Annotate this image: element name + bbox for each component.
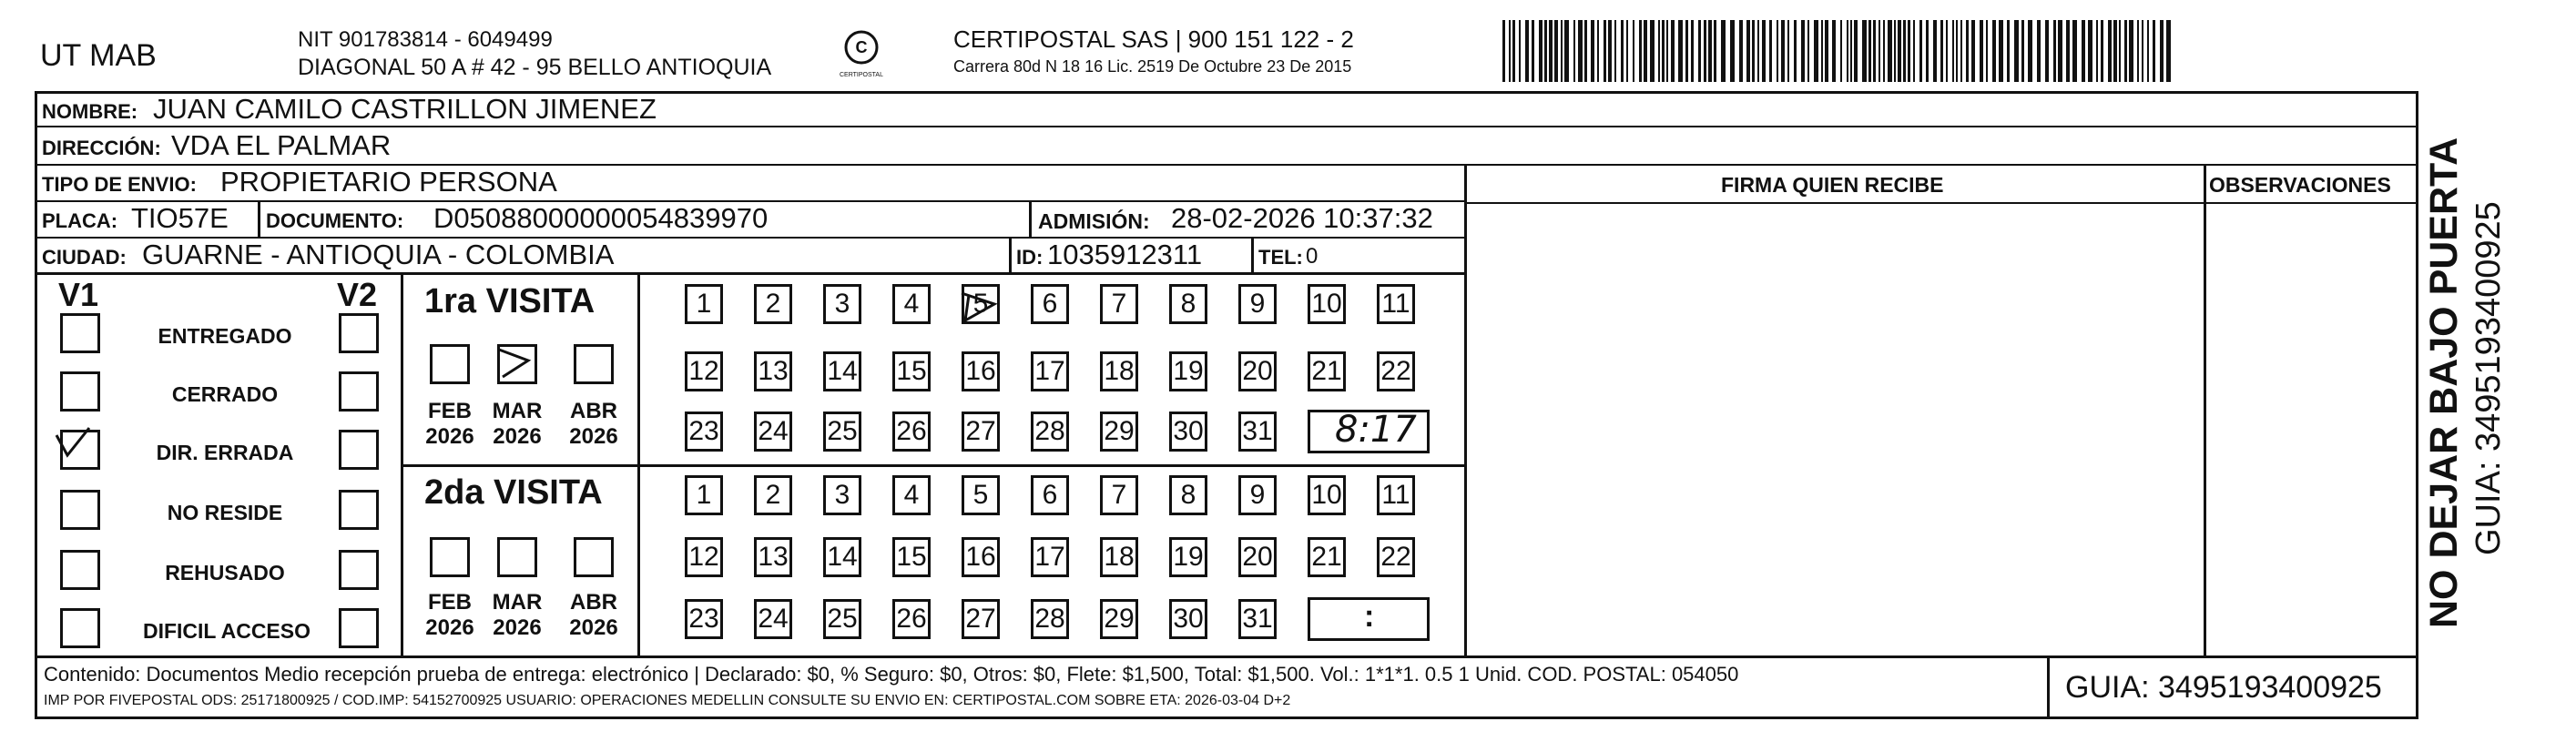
v2-checkbox[interactable] bbox=[339, 490, 379, 530]
day-box[interactable]: 5 bbox=[962, 475, 1000, 515]
day-box[interactable]: 31 bbox=[1238, 599, 1277, 639]
barcode-bar bbox=[1519, 20, 1521, 82]
day-box[interactable]: 17 bbox=[1031, 351, 1069, 391]
barcode-bar bbox=[2101, 20, 2103, 82]
id-label: ID: bbox=[1016, 246, 1044, 269]
month-year: 2026 bbox=[493, 423, 542, 449]
footer-guia: GUIA: 3495193400925 bbox=[2065, 670, 2382, 705]
barcode-bar bbox=[1604, 20, 1606, 82]
barcode-bar bbox=[2129, 20, 2133, 82]
day-box[interactable]: 13 bbox=[754, 537, 792, 577]
barcode-bar bbox=[1946, 20, 1948, 82]
day-box[interactable]: 22 bbox=[1377, 537, 1415, 577]
v1-checkbox[interactable] bbox=[60, 313, 100, 353]
barcode-bar bbox=[1564, 20, 1569, 82]
barcode-bar bbox=[1678, 20, 1683, 82]
barcode-bar bbox=[1926, 20, 1929, 82]
barcode-bar bbox=[1666, 20, 1668, 82]
month-year: 2026 bbox=[493, 615, 542, 640]
company-name: CERTIPOSTAL SAS | 900 151 122 - 2 bbox=[953, 25, 1354, 53]
day-box[interactable]: 12 bbox=[685, 351, 723, 391]
barcode-bar bbox=[1614, 20, 1616, 82]
barcode-bar bbox=[1940, 20, 1943, 82]
barcode-bar bbox=[1512, 20, 1515, 82]
month-label bbox=[566, 590, 621, 640]
status-label: DIFICIL ACCESO bbox=[142, 619, 311, 643]
month-checkbox[interactable] bbox=[574, 537, 614, 577]
day-box[interactable]: 17 bbox=[1031, 537, 1069, 577]
barcode-bar bbox=[1903, 20, 1906, 82]
barcode-bar bbox=[1762, 20, 1766, 82]
month-name: ABR bbox=[570, 590, 617, 615]
svg-text:C: C bbox=[855, 38, 868, 56]
firma-header: FIRMA QUIEN RECIBE bbox=[1721, 173, 1944, 197]
day-box[interactable]: 23 bbox=[685, 599, 723, 639]
day-box[interactable]: 29 bbox=[1100, 599, 1138, 639]
day-box[interactable]: 7 bbox=[1100, 284, 1138, 324]
barcode-bar bbox=[1801, 20, 1805, 82]
day-box[interactable]: 19 bbox=[1169, 537, 1207, 577]
tel-value: 0 bbox=[1306, 244, 1319, 269]
v2-checkbox[interactable] bbox=[339, 313, 379, 353]
day-box[interactable]: 19 bbox=[1169, 351, 1207, 391]
barcode-bar bbox=[1573, 20, 1575, 82]
barcode-bar bbox=[1992, 20, 1996, 82]
day-box[interactable]: 21 bbox=[1308, 537, 1346, 577]
barcode-bar bbox=[1532, 20, 1534, 82]
barcode-bar bbox=[1584, 20, 1587, 82]
barcode-bar bbox=[2113, 20, 2117, 82]
barcode-bar bbox=[1868, 20, 1871, 82]
day-box[interactable]: 31 bbox=[1238, 412, 1277, 452]
barcode-bar bbox=[1898, 20, 1901, 82]
month-label bbox=[423, 399, 477, 449]
id-value: 1035912311 bbox=[1047, 239, 1203, 270]
barcode-bar bbox=[1650, 20, 1655, 82]
barcode-bar bbox=[2028, 20, 2032, 82]
v1-checkbox[interactable] bbox=[60, 550, 100, 590]
barcode-bar bbox=[1578, 20, 1583, 82]
day-box[interactable]: 26 bbox=[892, 599, 931, 639]
placa-label: PLACA: bbox=[42, 209, 118, 232]
barcode-bar bbox=[2137, 20, 2139, 82]
day-box[interactable]: 3 bbox=[823, 475, 861, 515]
visita1-time: 8:17 bbox=[1335, 409, 1417, 451]
day-box[interactable]: 14 bbox=[823, 537, 861, 577]
barcode-bar bbox=[1883, 20, 1885, 82]
barcode-bar bbox=[1850, 20, 1852, 82]
barcode-bar bbox=[1966, 20, 1969, 82]
barcode-bar bbox=[1662, 20, 1665, 82]
day-box[interactable]: 20 bbox=[1238, 351, 1277, 391]
barcode-bar bbox=[1691, 20, 1694, 82]
footer-imp: IMP POR FIVEPOSTAL ODS: 25171800925 / COD.IMP: 54152700925 USUARIO: OPERACIONES MEDELLIN CONSULTE SU ENVIO EN: CERTIPOSTAL.COM SOBRE ETA: 2026-03-04 D+2 bbox=[44, 693, 1291, 708]
v2-label: V2 bbox=[337, 276, 378, 313]
tipo-value: PROPIETARIO PERSONA bbox=[220, 166, 557, 198]
month-checkbox[interactable] bbox=[574, 344, 614, 384]
barcode-bar bbox=[1999, 20, 2003, 82]
barcode-bar bbox=[1862, 20, 1867, 82]
barcode-bar bbox=[1714, 20, 1716, 82]
barcode-bar bbox=[1840, 20, 1842, 82]
barcode-bar bbox=[1814, 20, 1818, 82]
barcode-bar bbox=[1685, 20, 1688, 82]
month-year: 2026 bbox=[569, 615, 618, 640]
v2-checkbox[interactable] bbox=[339, 371, 379, 412]
day-box[interactable]: 27 bbox=[962, 599, 1000, 639]
day-box[interactable]: 8 bbox=[1169, 284, 1207, 324]
barcode-bar bbox=[1633, 20, 1634, 82]
nombre-value: JUAN CAMILO CASTRILLON JIMENEZ bbox=[153, 93, 657, 125]
barcode-bar bbox=[1888, 20, 1892, 82]
barcode-bar bbox=[2037, 20, 2041, 82]
day-box[interactable]: 9 bbox=[1238, 284, 1277, 324]
barcode-bar bbox=[1525, 20, 1529, 82]
v1-checkbox[interactable] bbox=[60, 371, 100, 412]
barcode-bar bbox=[1956, 20, 1958, 82]
barcode-bar bbox=[1873, 20, 1876, 82]
barcode-bar bbox=[1960, 20, 1962, 82]
barcode-bar bbox=[2124, 20, 2127, 82]
v1-checkbox[interactable] bbox=[60, 608, 100, 648]
barcode-bar bbox=[1739, 20, 1743, 82]
barcode-bar bbox=[1919, 20, 1922, 82]
month-label bbox=[566, 399, 621, 449]
barcode-bar bbox=[1752, 20, 1755, 82]
barcode-bar bbox=[2142, 20, 2143, 82]
month-name: MAR bbox=[492, 590, 543, 615]
barcode-bar bbox=[1769, 20, 1772, 82]
barcode-bar bbox=[1933, 20, 1937, 82]
barcode-bar bbox=[1986, 20, 1988, 82]
day-box[interactable]: 15 bbox=[892, 537, 931, 577]
barcode bbox=[1502, 20, 2176, 82]
day-box[interactable]: 1 bbox=[685, 475, 723, 515]
status-label: DIR. ERRADA bbox=[156, 441, 294, 464]
barcode-bar bbox=[2119, 20, 2121, 82]
barcode-bar bbox=[1913, 20, 1915, 82]
day-box[interactable]: 11 bbox=[1377, 475, 1415, 515]
day-box[interactable]: 14 bbox=[823, 351, 861, 391]
day-box[interactable]: 15 bbox=[892, 351, 931, 391]
barcode-bar bbox=[2007, 20, 2010, 82]
barcode-bar bbox=[1708, 20, 1712, 82]
barcode-bar bbox=[1980, 20, 1983, 82]
barcode-bar bbox=[2153, 20, 2155, 82]
barcode-bar bbox=[1777, 20, 1778, 82]
day-box[interactable]: 25 bbox=[823, 412, 861, 452]
barcode-bar bbox=[1894, 20, 1896, 82]
visita1-title: 1ra VISITA bbox=[424, 282, 596, 320]
barcode-bar bbox=[1544, 20, 1547, 82]
barcode-bar bbox=[1730, 20, 1735, 82]
barcode-bar bbox=[1821, 20, 1823, 82]
svg-text:CERTIPOSTAL: CERTIPOSTAL bbox=[840, 72, 883, 78]
tipo-label: TIPO DE ENVIO: bbox=[42, 173, 197, 196]
barcode-bar bbox=[1554, 20, 1558, 82]
direccion-label: DIRECCIÓN: bbox=[42, 137, 161, 159]
day-box[interactable]: 5 bbox=[962, 284, 1000, 324]
barcode-bar bbox=[1591, 20, 1594, 82]
month-checkbox[interactable] bbox=[430, 344, 470, 384]
visita2-time: : bbox=[1364, 599, 1375, 634]
month-name: FEB bbox=[428, 590, 472, 615]
barcode-bar bbox=[2066, 20, 2070, 82]
day-box[interactable]: 16 bbox=[962, 537, 1000, 577]
barcode-bar bbox=[2147, 20, 2149, 82]
day-box[interactable]: 8 bbox=[1169, 475, 1207, 515]
v1-checkbox[interactable] bbox=[60, 430, 100, 470]
barcode-bar bbox=[1807, 20, 1809, 82]
direccion-value: VDA EL PALMAR bbox=[171, 129, 392, 161]
visita2-title: 2da VISITA bbox=[424, 473, 603, 512]
footer-contenido: Contenido: Documentos Medio recepción prueba de entrega: electrónico | Declarado: $0, % Seguro: $0, Otros: $0, Flete: $1,500, Total: $1,500. Vol.: 1*1*1. 0.5 1 Unid. COD. POSTAL: 054050 bbox=[44, 663, 1739, 686]
day-box[interactable]: 21 bbox=[1308, 351, 1346, 391]
day-box[interactable]: 28 bbox=[1031, 599, 1069, 639]
placa-value: TIO57E bbox=[131, 202, 229, 234]
ciudad-label: CIUDAD: bbox=[42, 246, 127, 269]
barcode-bar bbox=[1561, 20, 1563, 82]
barcode-bar bbox=[2108, 20, 2112, 82]
day-box[interactable]: 9 bbox=[1238, 475, 1277, 515]
day-box[interactable]: 27 bbox=[962, 412, 1000, 452]
barcode-bar bbox=[1549, 20, 1553, 82]
barcode-bar bbox=[1847, 20, 1848, 82]
day-box[interactable]: 30 bbox=[1169, 599, 1207, 639]
month-name: FEB bbox=[428, 399, 472, 423]
v2-checkbox[interactable] bbox=[339, 430, 379, 470]
day-box[interactable]: 29 bbox=[1100, 412, 1138, 452]
barcode-bar bbox=[1608, 20, 1612, 82]
barcode-bar bbox=[1879, 20, 1880, 82]
barcode-bar bbox=[1908, 20, 1910, 82]
barcode-bar bbox=[1757, 20, 1759, 82]
day-box[interactable]: 12 bbox=[685, 537, 723, 577]
barcode-bar bbox=[1971, 20, 1975, 82]
day-box[interactable]: 23 bbox=[685, 412, 723, 452]
barcode-bar bbox=[1698, 20, 1701, 82]
day-box[interactable]: 20 bbox=[1238, 537, 1277, 577]
day-box[interactable]: 30 bbox=[1169, 412, 1207, 452]
day-box[interactable]: 18 bbox=[1100, 537, 1138, 577]
month-checkbox[interactable] bbox=[497, 344, 537, 384]
day-box[interactable]: 2 bbox=[754, 284, 792, 324]
day-box[interactable]: 7 bbox=[1100, 475, 1138, 515]
barcode-bar bbox=[1644, 20, 1647, 82]
barcode-bar bbox=[1621, 20, 1624, 82]
barcode-bar bbox=[1639, 20, 1642, 82]
day-box[interactable]: 6 bbox=[1031, 284, 1069, 324]
nombre-label: NOMBRE: bbox=[42, 100, 138, 123]
barcode-bar bbox=[1509, 20, 1511, 82]
month-label bbox=[423, 590, 477, 640]
day-box[interactable]: 26 bbox=[892, 412, 931, 452]
barcode-bar bbox=[1597, 20, 1599, 82]
day-box[interactable]: 10 bbox=[1308, 475, 1346, 515]
day-box[interactable]: 28 bbox=[1031, 412, 1069, 452]
day-box[interactable]: 25 bbox=[823, 599, 861, 639]
address-text: DIAGONAL 50 A # 42 - 95 BELLO ANTIOQUIA bbox=[298, 55, 772, 80]
day-box[interactable]: 22 bbox=[1377, 351, 1415, 391]
documento-label: DOCUMENTO: bbox=[266, 209, 404, 232]
v1-checkbox[interactable] bbox=[60, 490, 100, 530]
barcode-bar bbox=[1952, 20, 1954, 82]
status-label: CERRADO bbox=[171, 382, 279, 406]
month-label bbox=[490, 399, 545, 449]
barcode-bar bbox=[1721, 20, 1726, 82]
tel-label: TEL: bbox=[1258, 246, 1303, 269]
status-label: ENTREGADO bbox=[158, 324, 292, 348]
month-year: 2026 bbox=[425, 423, 474, 449]
day-box[interactable]: 11 bbox=[1377, 284, 1415, 324]
month-year: 2026 bbox=[569, 423, 618, 449]
month-name: MAR bbox=[492, 399, 543, 423]
barcode-bar bbox=[1502, 20, 1505, 82]
barcode-bar bbox=[1539, 20, 1543, 82]
day-box[interactable]: 6 bbox=[1031, 475, 1069, 515]
day-box[interactable]: 24 bbox=[754, 412, 792, 452]
month-checkbox[interactable] bbox=[497, 537, 537, 577]
barcode-bar bbox=[2096, 20, 2098, 82]
month-name: ABR bbox=[570, 399, 617, 423]
documento-value: D05088000000054839970 bbox=[433, 202, 769, 234]
ciudad-value: GUARNE - ANTIOQUIA - COLOMBIA bbox=[142, 239, 615, 270]
v2-checkbox[interactable] bbox=[339, 608, 379, 648]
status-label: REHUSADO bbox=[165, 561, 285, 584]
nit-text: NIT 901783814 - 6049499 bbox=[298, 27, 553, 52]
side-no-dejar: NO DEJAR BAJO PUERTA bbox=[2422, 137, 2466, 628]
barcode-bar bbox=[2014, 20, 2019, 82]
barcode-bar bbox=[1854, 20, 1858, 82]
day-box[interactable]: 1 bbox=[685, 284, 723, 324]
barcode-bar bbox=[1658, 20, 1660, 82]
company-sub: Carrera 80d N 18 16 Lic. 2519 De Octubre 23 De 2015 bbox=[953, 57, 1352, 76]
ut-label: UT MAB bbox=[40, 38, 157, 73]
month-year: 2026 bbox=[425, 615, 474, 640]
v1-label: V1 bbox=[58, 276, 99, 313]
status-label: NO RESIDE bbox=[167, 501, 283, 524]
barcode-bar bbox=[1825, 20, 1828, 82]
barcode-bar bbox=[2088, 20, 2092, 82]
barcode-bar bbox=[1787, 20, 1789, 82]
barcode-bar bbox=[1781, 20, 1785, 82]
day-box[interactable]: 3 bbox=[823, 284, 861, 324]
barcode-bar bbox=[1832, 20, 1836, 82]
barcode-bar bbox=[1671, 20, 1675, 82]
barcode-bar bbox=[2053, 20, 2056, 82]
day-box[interactable]: 13 bbox=[754, 351, 792, 391]
barcode-bar bbox=[2072, 20, 2077, 82]
barcode-bar bbox=[1794, 20, 1797, 82]
barcode-bar bbox=[2160, 20, 2164, 82]
day-box[interactable]: 4 bbox=[892, 284, 931, 324]
admision-value: 28-02-2026 10:37:32 bbox=[1171, 202, 1433, 234]
barcode-bar bbox=[2058, 20, 2062, 82]
v2-checkbox[interactable] bbox=[339, 550, 379, 590]
barcode-bar bbox=[2045, 20, 2049, 82]
day-box[interactable]: 2 bbox=[754, 475, 792, 515]
barcode-bar bbox=[2021, 20, 2024, 82]
side-guia: GUIA: 3495193400925 bbox=[2469, 201, 2508, 555]
barcode-bar bbox=[1746, 20, 1750, 82]
day-box[interactable]: 10 bbox=[1308, 284, 1346, 324]
day-box[interactable]: 18 bbox=[1100, 351, 1138, 391]
day-box[interactable]: 24 bbox=[754, 599, 792, 639]
day-box[interactable]: 4 bbox=[892, 475, 931, 515]
barcode-bar bbox=[2082, 20, 2085, 82]
barcode-bar bbox=[2166, 20, 2171, 82]
observaciones-header: OBSERVACIONES bbox=[2209, 173, 2391, 197]
admision-label: ADMISIÓN: bbox=[1038, 209, 1150, 233]
barcode-bar bbox=[1626, 20, 1628, 82]
certipostal-logo bbox=[834, 25, 889, 80]
day-box[interactable]: 16 bbox=[962, 351, 1000, 391]
barcode-bar bbox=[1704, 20, 1706, 82]
month-checkbox[interactable] bbox=[430, 537, 470, 577]
month-label bbox=[490, 590, 545, 640]
